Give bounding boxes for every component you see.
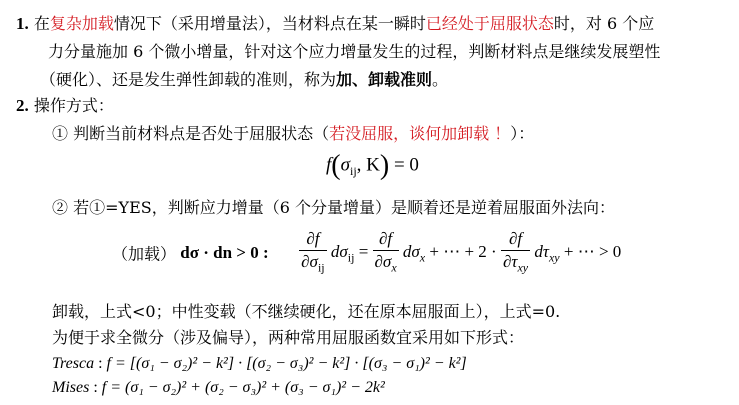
frac-df-dsij (299, 228, 326, 278)
step1-end: ）： (510, 124, 535, 143)
frac3-num: ∂f (508, 229, 523, 248)
tresca-name: Tresca (52, 355, 95, 372)
step2-marker: ② (52, 198, 69, 217)
item2-title: 操作方式： (33, 96, 114, 115)
item1-text-b: 情况下（采用增量法），当材料点在某一瞬时 (113, 14, 426, 33)
step2-text: 若①=YES，判断应力增量（6 个分量增量）是顺着还是逆着屈服面外法向： (73, 198, 615, 217)
item1-text-a: 在 (33, 14, 50, 33)
item1-line3 (40, 70, 448, 90)
tail-gt-zero: + ⋯ > 0 (563, 241, 622, 261)
step1-marker: ① (52, 124, 69, 143)
frac3-den: ∂τ (502, 252, 518, 271)
item1-line1 (16, 14, 654, 34)
frac2-sub: x (391, 260, 397, 275)
frac2-den: ∂σ (374, 252, 392, 271)
frac1-sub: ij (317, 260, 325, 275)
frac3-sub: xy (517, 260, 529, 275)
load-unload-criterion: 加、卸载准则 (336, 70, 433, 89)
frac1-num: ∂f (306, 229, 320, 248)
tresca-formula: f = [(σ₁ − σ₂)² − k²] · [(σ₂ − σ₃)² − k²] · [(σ₃ − σ₁)² − k²] (106, 355, 467, 372)
step1-text: 判断当前材料点是否处于屈服状态（ (73, 124, 330, 143)
frac-df-dsx (373, 228, 399, 278)
plus-dots-two: + ⋯ + 2 · (429, 241, 497, 261)
step1-red-note: 若没屈服，谈何加卸载 ！ (329, 124, 511, 143)
dtau-xy-sub: xy (548, 249, 560, 264)
dsig-x: dσ (402, 241, 420, 261)
step2-line (52, 198, 615, 218)
item1-red-complex-loading: 复杂加载 (49, 14, 114, 33)
frac1-den: ∂σ (301, 252, 318, 271)
tresca-line: Tresca : f = [(σ₁ − σ₂)² − k²] · [(σ₂ − σ₃)² − k²] · [(σ₃ − σ₁)² − k²] (52, 355, 467, 372)
item1-number: 1. (16, 14, 29, 33)
step1-line (52, 124, 534, 144)
dsig-ij: dσ (330, 241, 348, 261)
dtau-xy: dτ (534, 241, 549, 261)
yield-sub-ij: ij (349, 164, 357, 179)
item1-line2: 力分量施加 6 个微小增量，针对这个应力增量发生的过程，判断材料点是继续发展塑性 (48, 42, 661, 61)
loading-label: （加载） (112, 244, 177, 264)
dsig-ij-sub: ij (347, 249, 355, 264)
yield-f: f (326, 154, 332, 176)
yield-sigma: σ (340, 154, 350, 176)
mises-formula: f = (σ₁ − σ₂)² + (σ₂ − σ₃)² + (σ₃ − σ₁)² − 2k² (101, 379, 385, 396)
loading-equation: （加载） dσ · dn > 0 : $\frac{\partial f}{\partial\sigma_{ij}}$ $d\sigma_{ij}$ = $\frac{\partial f}{\partial\sigma_x}$ $d\sigma_x$ + ⋯ + 2 · $\frac{\partial f}{\partial\tau_{xy}}$ $d\tau_{xy}$ + ⋯ > 0 (112, 228, 621, 278)
item1-text-c: 时，对 6 个应 (553, 14, 655, 33)
mises-line: Mises : f = (σ₁ − σ₂)² + (σ₂ − σ₃)² + (σ₃ − σ₁)² − 2k² (52, 379, 385, 396)
item1-line3-text: （硬化）、还是发生弹性卸载的准则，称为 (40, 70, 337, 89)
convenience-line: 为便于求全微分（涉及偏导），两种常用屈服函数宜采用如下形式： (52, 328, 525, 347)
frac-df-dtxy (501, 228, 530, 278)
item2-heading (16, 96, 114, 116)
dsig-x-sub: x (419, 249, 426, 264)
mises-name: Mises (52, 379, 90, 396)
unloading-line: 卸载，上式<0；中性变载（不继续硬化，还在原本屈服面上），上式=0. (52, 302, 561, 321)
item2-number: 2. (16, 96, 29, 115)
frac2-num: ∂f (379, 229, 393, 248)
yield-k: K (366, 154, 380, 176)
yield-rhs: = 0 (393, 154, 419, 176)
yield-equation: $f(\sigma_{ij}$, K) = 0 (326, 150, 419, 181)
item1-red-yield-state: 已经处于屈服状态 (425, 14, 554, 33)
loading-condition: dσ · dn > 0 : (180, 243, 269, 263)
item1-line3-period: 。 (432, 70, 449, 89)
